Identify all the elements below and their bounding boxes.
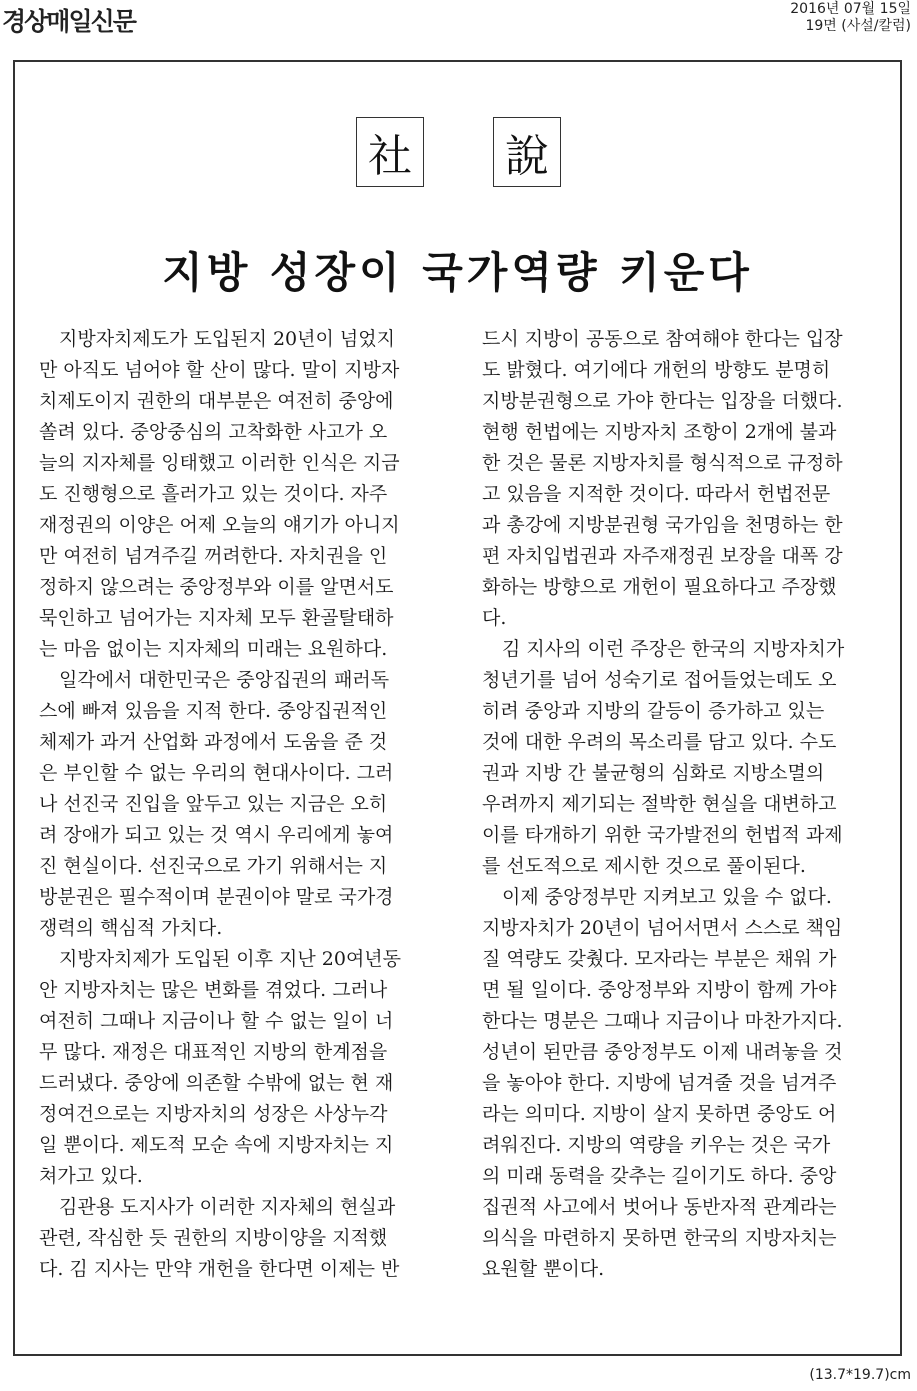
article-line: 이를 타개하기 위한 국가발전의 헌법적 과제 bbox=[482, 824, 843, 846]
article-line: 관련, 작심한 듯 권한의 지방이양을 지적했 bbox=[39, 1227, 388, 1249]
article-line: 라는 의미다. 지방이 살지 못하면 중앙도 어 bbox=[482, 1103, 837, 1125]
article-line: 늘의 지자체를 잉태했고 이러한 인식은 지금 bbox=[39, 452, 400, 474]
article-line: 나 선진국 진입을 앞두고 있는 지금은 오히 bbox=[39, 793, 388, 815]
article-line: 지방자치제가 도입된 이후 지난 20여년동 bbox=[59, 948, 401, 970]
article-line: 만 아직도 넘어야 할 산이 많다. 말이 지방자 bbox=[39, 359, 400, 381]
article-line: 쟁력의 핵심적 가치다. bbox=[39, 917, 223, 939]
article-line: 쏠려 있다. 중앙중심의 고착화한 사고가 오 bbox=[39, 421, 388, 443]
article-line: 정여건으로는 지방자치의 성장은 사상누각 bbox=[39, 1103, 388, 1125]
article-line: 성년이 된만큼 중앙정부도 이제 내려놓을 것 bbox=[482, 1041, 843, 1063]
article-line: 진 현실이다. 선진국으로 가기 위해서는 지 bbox=[39, 855, 388, 877]
article-line: 권과 지방 간 불균형의 심화로 지방소멸의 bbox=[482, 762, 825, 784]
article-line: 려워진다. 지방의 역량을 키우는 것은 국가 bbox=[482, 1134, 831, 1156]
article-line: 도 진행형으로 흘러가고 있는 것이다. 자주 bbox=[39, 483, 388, 505]
article-line: 묵인하고 넘어가는 지자체 모두 환골탈태하 bbox=[39, 607, 394, 629]
article-frame bbox=[13, 60, 902, 1356]
article-line: 드러냈다. 중앙에 의존할 수밖에 없는 현 재 bbox=[39, 1072, 394, 1094]
article-line: 방분권은 필수적이며 분권이야 말로 국가경 bbox=[39, 886, 394, 908]
article-line: 쳐가고 있다. bbox=[39, 1165, 143, 1187]
article-line: 김 지사의 이런 주장은 한국의 지방자치가 bbox=[502, 638, 845, 660]
article-line: 만 여전히 넘겨주길 꺼려한다. 자치권을 인 bbox=[39, 545, 388, 567]
article-line: 스에 빠져 있음을 지적 한다. 중앙집권적인 bbox=[39, 700, 388, 722]
editorial-badge-char-1: 社 bbox=[356, 117, 424, 187]
article-headline: 지방 성장이 국가역량 키운다 bbox=[162, 248, 753, 297]
article-line: 드시 지방이 공동으로 참여해야 한다는 입장 bbox=[482, 328, 843, 350]
article-line: 일각에서 대한민국은 중앙집권의 패러독 bbox=[59, 669, 390, 691]
article-line: 도 밝혔다. 여기에다 개헌의 방향도 분명히 bbox=[482, 359, 831, 381]
article-line: 는 마음 없이는 지자체의 미래는 요원하다. bbox=[39, 638, 388, 660]
article-line: 편 자치입법권과 자주재정권 보장을 대폭 강 bbox=[482, 545, 843, 567]
article-line: 을 놓아야 한다. 지방에 넘겨줄 것을 넘겨주 bbox=[482, 1072, 837, 1094]
newspaper-masthead: 경상매일신문 bbox=[2, 7, 135, 36]
article-line: 질 역량도 갖췄다. 모자라는 부분은 채워 가 bbox=[482, 948, 837, 970]
article-line: 고 있음을 지적한 것이다. 따라서 헌법전문 bbox=[482, 483, 831, 505]
article-line: 지방자치가 20년이 넘어서면서 스스로 책임 bbox=[482, 917, 843, 939]
article-line: 지방분권형으로 가야 한다는 입장을 더했다. bbox=[482, 390, 843, 412]
article-line: 정하지 않으려는 중앙정부와 이를 알면서도 bbox=[39, 576, 394, 598]
article-line: 려 장애가 되고 있는 것 역시 우리에게 놓여 bbox=[39, 824, 394, 846]
article-line: 무 많다. 재정은 대표적인 지방의 한계점을 bbox=[39, 1041, 388, 1063]
article-line: 우려까지 제기되는 절박한 현실을 대변하고 bbox=[482, 793, 837, 815]
article-line: 재정권의 이양은 어제 오늘의 얘기가 아니지 bbox=[39, 514, 400, 536]
article-line: 의 미래 동력을 갖추는 길이기도 하다. 중앙 bbox=[482, 1165, 837, 1187]
article-line: 한다는 명분은 그때나 지금이나 마찬가지다. bbox=[482, 1010, 843, 1032]
article-line: 안 지방자치는 많은 변화를 겪었다. 그러나 bbox=[39, 979, 388, 1001]
article-line: 다. bbox=[482, 607, 507, 629]
article-line: 다. 김 지사는 만약 개헌을 한다면 이제는 반 bbox=[39, 1258, 400, 1280]
publication-info bbox=[790, 1, 911, 35]
article-line: 일 뿐이다. 제도적 모순 속에 지방자치는 지 bbox=[39, 1134, 394, 1156]
publication-date: 2016년 07월 15일 bbox=[790, 1, 911, 17]
article-line: 요원할 뿐이다. bbox=[482, 1258, 605, 1280]
article-line: 은 부인할 수 없는 우리의 현대사이다. 그러 bbox=[39, 762, 394, 784]
article-line: 청년기를 넘어 성숙기로 접어들었는데도 오 bbox=[482, 669, 837, 691]
article-size-note: (13.7*19.7)cm bbox=[809, 1367, 911, 1383]
article-line: 것에 대한 우려의 목소리를 담고 있다. 수도 bbox=[482, 731, 837, 753]
article-line: 이제 중앙정부만 지켜보고 있을 수 없다. bbox=[502, 886, 832, 908]
article-line: 한 것은 물론 지방자치를 형식적으로 규정하 bbox=[482, 452, 843, 474]
article-line: 김관용 도지사가 이러한 지자체의 현실과 bbox=[59, 1196, 396, 1218]
article-line: 치제도이지 권한의 대부분은 여전히 중앙에 bbox=[39, 390, 394, 412]
article-line: 히려 중앙과 지방의 갈등이 증가하고 있는 bbox=[482, 700, 825, 722]
article-line: 여전히 그때나 지금이나 할 수 없는 일이 너 bbox=[39, 1010, 394, 1032]
article-column-right bbox=[482, 324, 888, 1285]
article-column-left bbox=[39, 324, 445, 1285]
article-line: 현행 헌법에는 지방자치 조항이 2개에 불과 bbox=[482, 421, 837, 443]
article-line: 집권적 사고에서 벗어나 동반자적 관계라는 bbox=[482, 1196, 837, 1218]
article-line: 과 총강에 지방분권형 국가임을 천명하는 한 bbox=[482, 514, 843, 536]
publication-section: 19면 (사설/칼럼) bbox=[805, 18, 911, 34]
editorial-badge-char-2: 說 bbox=[493, 117, 561, 187]
article-line: 를 선도적으로 제시한 것으로 풀이된다. bbox=[482, 855, 806, 877]
article-line: 면 될 일이다. 중앙정부와 지방이 함께 가야 bbox=[482, 979, 837, 1001]
article-line: 지방자치제도가 도입된지 20년이 넘었지 bbox=[59, 328, 395, 350]
article-line: 체제가 과거 산업화 과정에서 도움을 준 것 bbox=[39, 731, 388, 753]
article-line: 의식을 마련하지 못하면 한국의 지방자치는 bbox=[482, 1227, 837, 1249]
article-line: 화하는 방향으로 개헌이 필요하다고 주장했 bbox=[482, 576, 837, 598]
